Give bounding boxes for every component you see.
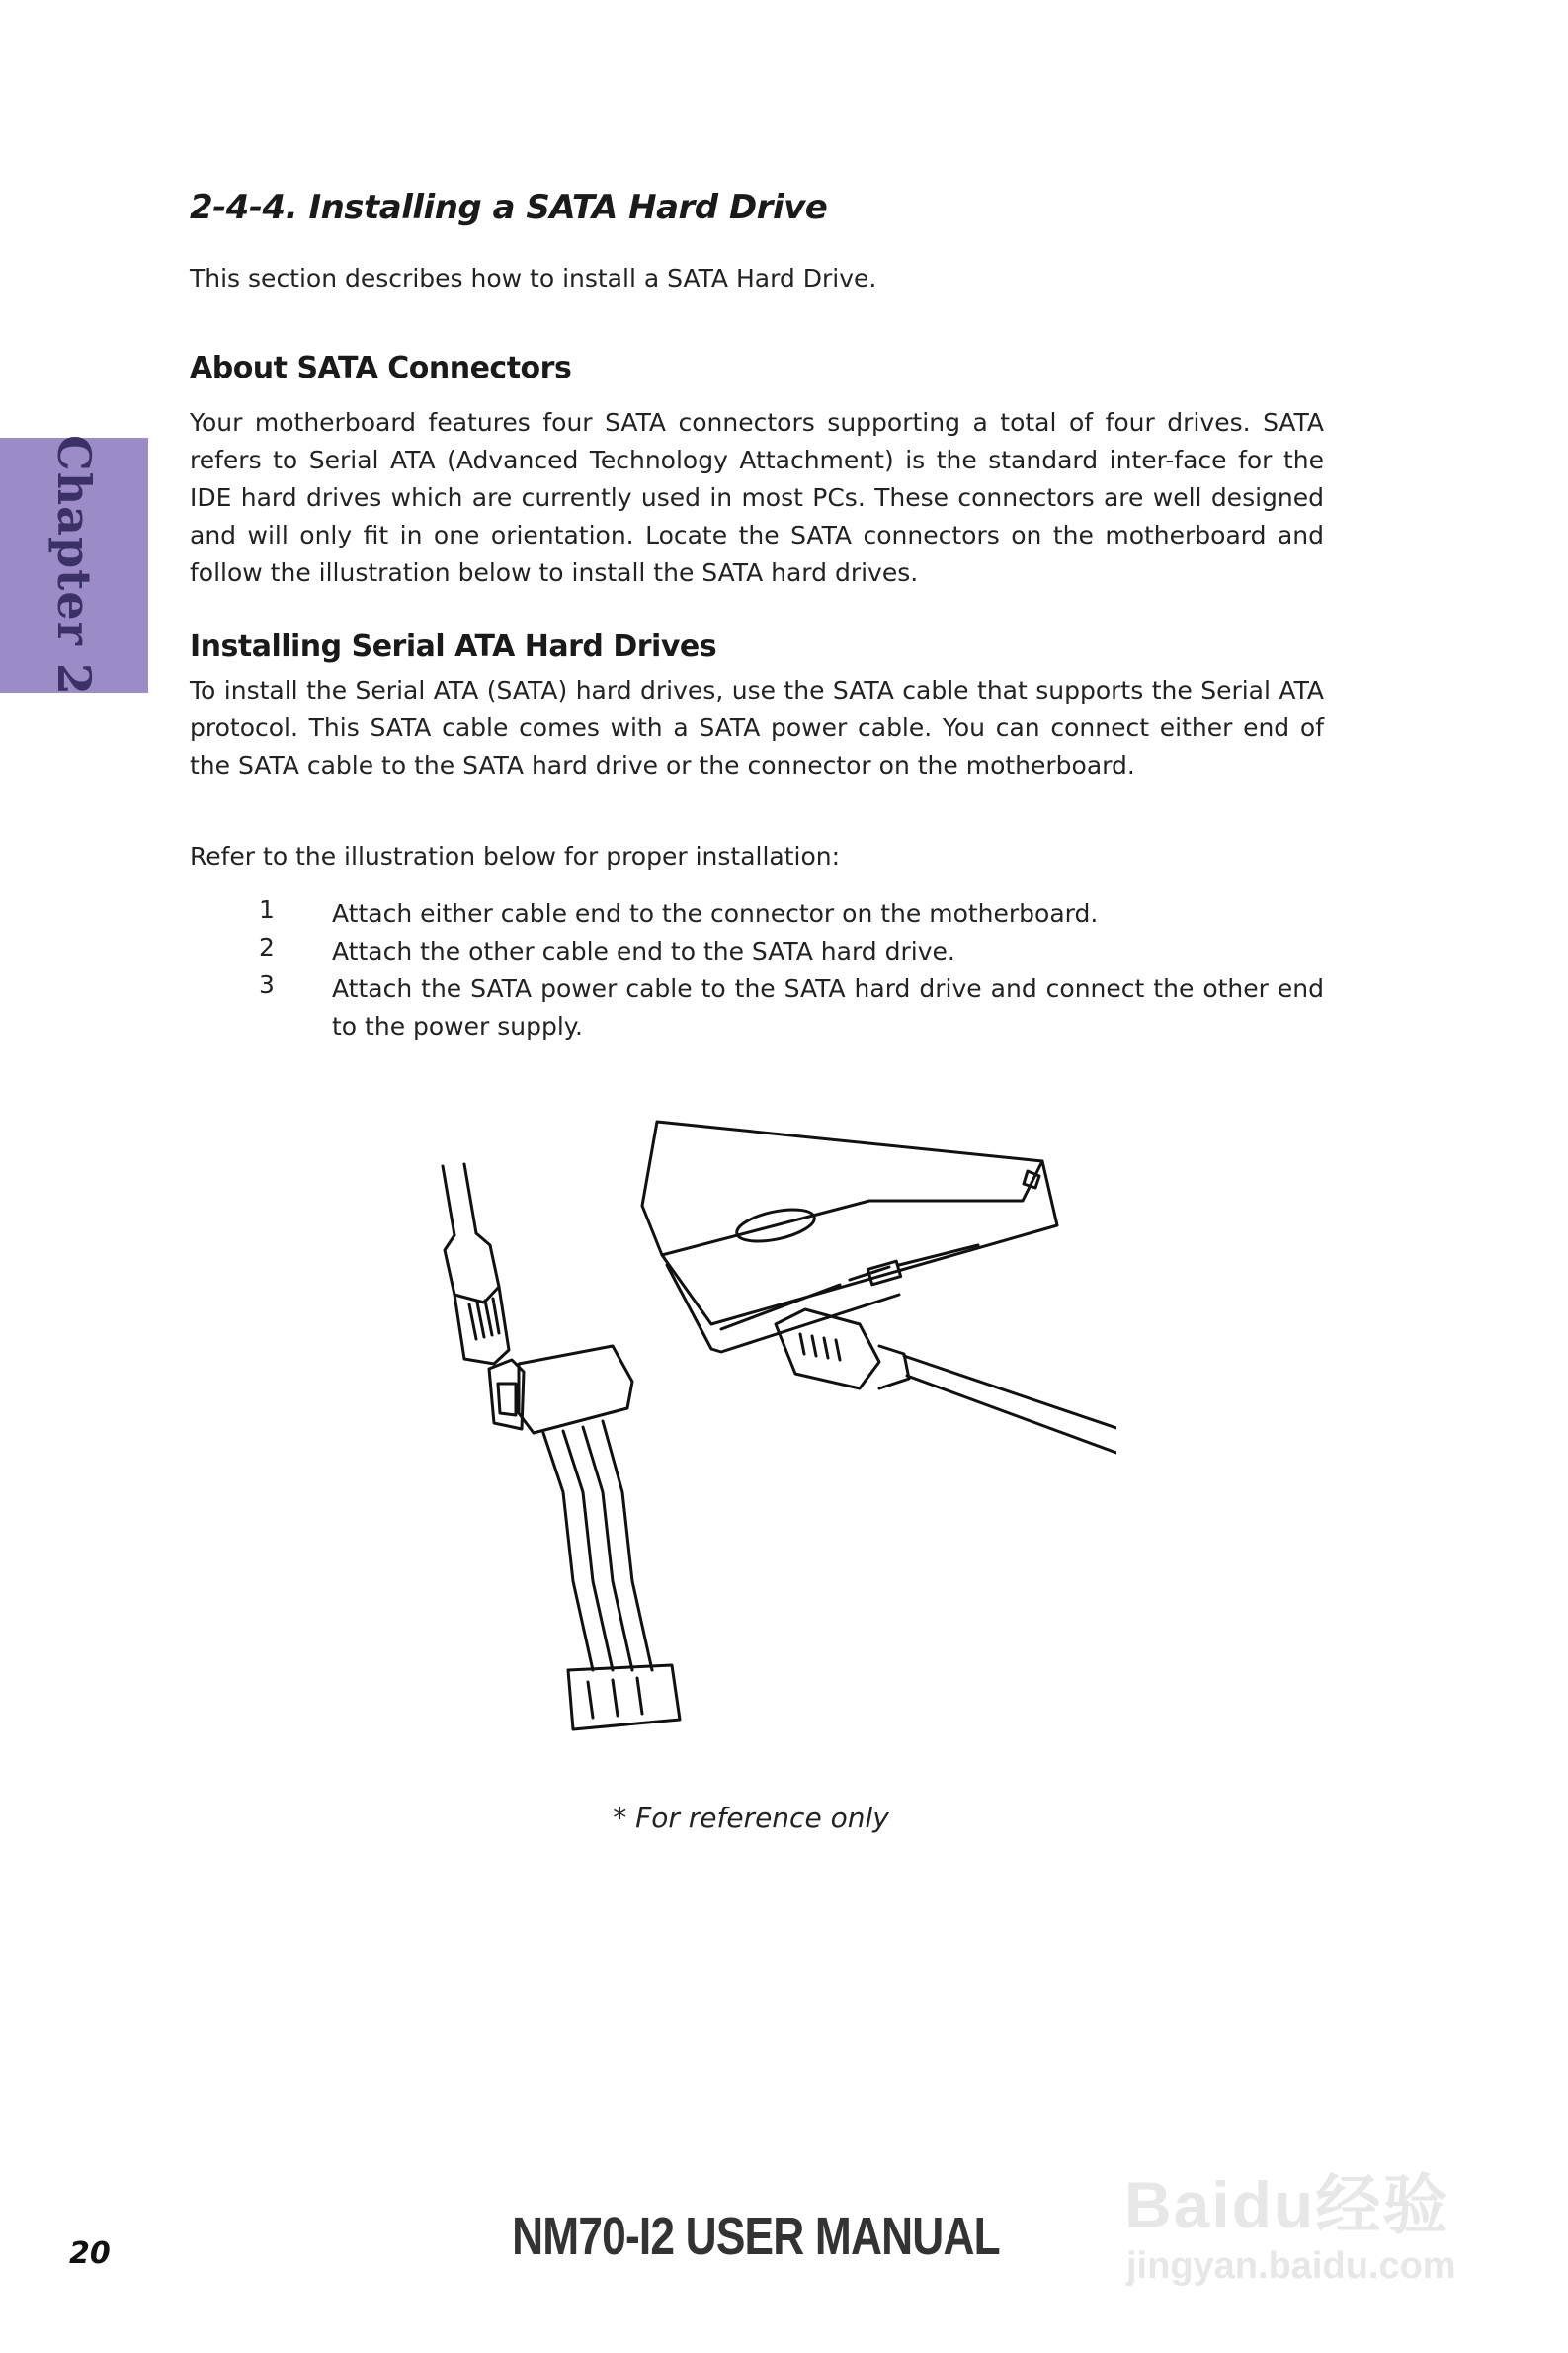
step-number: 1 [259, 895, 275, 924]
step-number: 2 [259, 933, 275, 962]
installing-heading: Installing Serial ATA Hard Drives [190, 630, 717, 664]
baidu-watermark [1107, 2135, 1482, 2312]
step-number: 3 [259, 970, 275, 999]
manual-title: NM70-I2 USER MANUAL [512, 2207, 1000, 2266]
section-intro: This section describes how to install a SATA Hard Drive. [190, 264, 877, 293]
figure-caption: * For reference only [613, 1802, 889, 1834]
chapter-tab [0, 435, 148, 696]
step-text: Attach the SATA power cable to the SATA hard drive and connect the other end to the power supply. [332, 974, 1324, 1041]
chapter-tab-label: Chapter 2 [47, 435, 101, 696]
step-text: Attach the other cable end to the SATA hard drive. [332, 937, 955, 966]
drive-sata-data-plug [776, 1309, 1116, 1453]
watermark-brand: Baidu经验 [1124, 2168, 1450, 2241]
hard-drive [642, 1122, 1057, 1352]
sata-power-cable [519, 1346, 680, 1729]
section-title: 2-4-4. Installing a SATA Hard Drive [190, 188, 828, 227]
watermark-url: jingyan.baidu.com [1126, 2245, 1456, 2287]
about-heading: About SATA Connectors [190, 351, 572, 385]
about-paragraph: Your motherboard features four SATA connectors supporting a total of four drives. SATA refers to Serial ATA (Advanced Technology Attachment) is the standard inter-face for the IDE hard drives which are currently used in most PCs. These connectors are well designed and will only fit in one orientation. Locate the SATA connectors on the motherboard and follow the illustration below to install the SATA hard drives. [190, 408, 1324, 587]
installing-paragraph: To install the Serial ATA (SATA) hard drives, use the SATA cable that supports the Serial ATA protocol. This SATA cable comes with a SATA power cable. You can connect either end of the SATA cable to the SATA hard drive or the connector on the motherboard. [190, 676, 1324, 780]
step-text: Attach either cable end to the connector on the motherboard. [332, 899, 1099, 928]
page-number: 20 [69, 2236, 111, 2271]
sata-installation-illustration [425, 1117, 1116, 1779]
refer-text: Refer to the illustration below for proper installation: [190, 842, 841, 871]
motherboard-sata-connector [443, 1164, 524, 1429]
